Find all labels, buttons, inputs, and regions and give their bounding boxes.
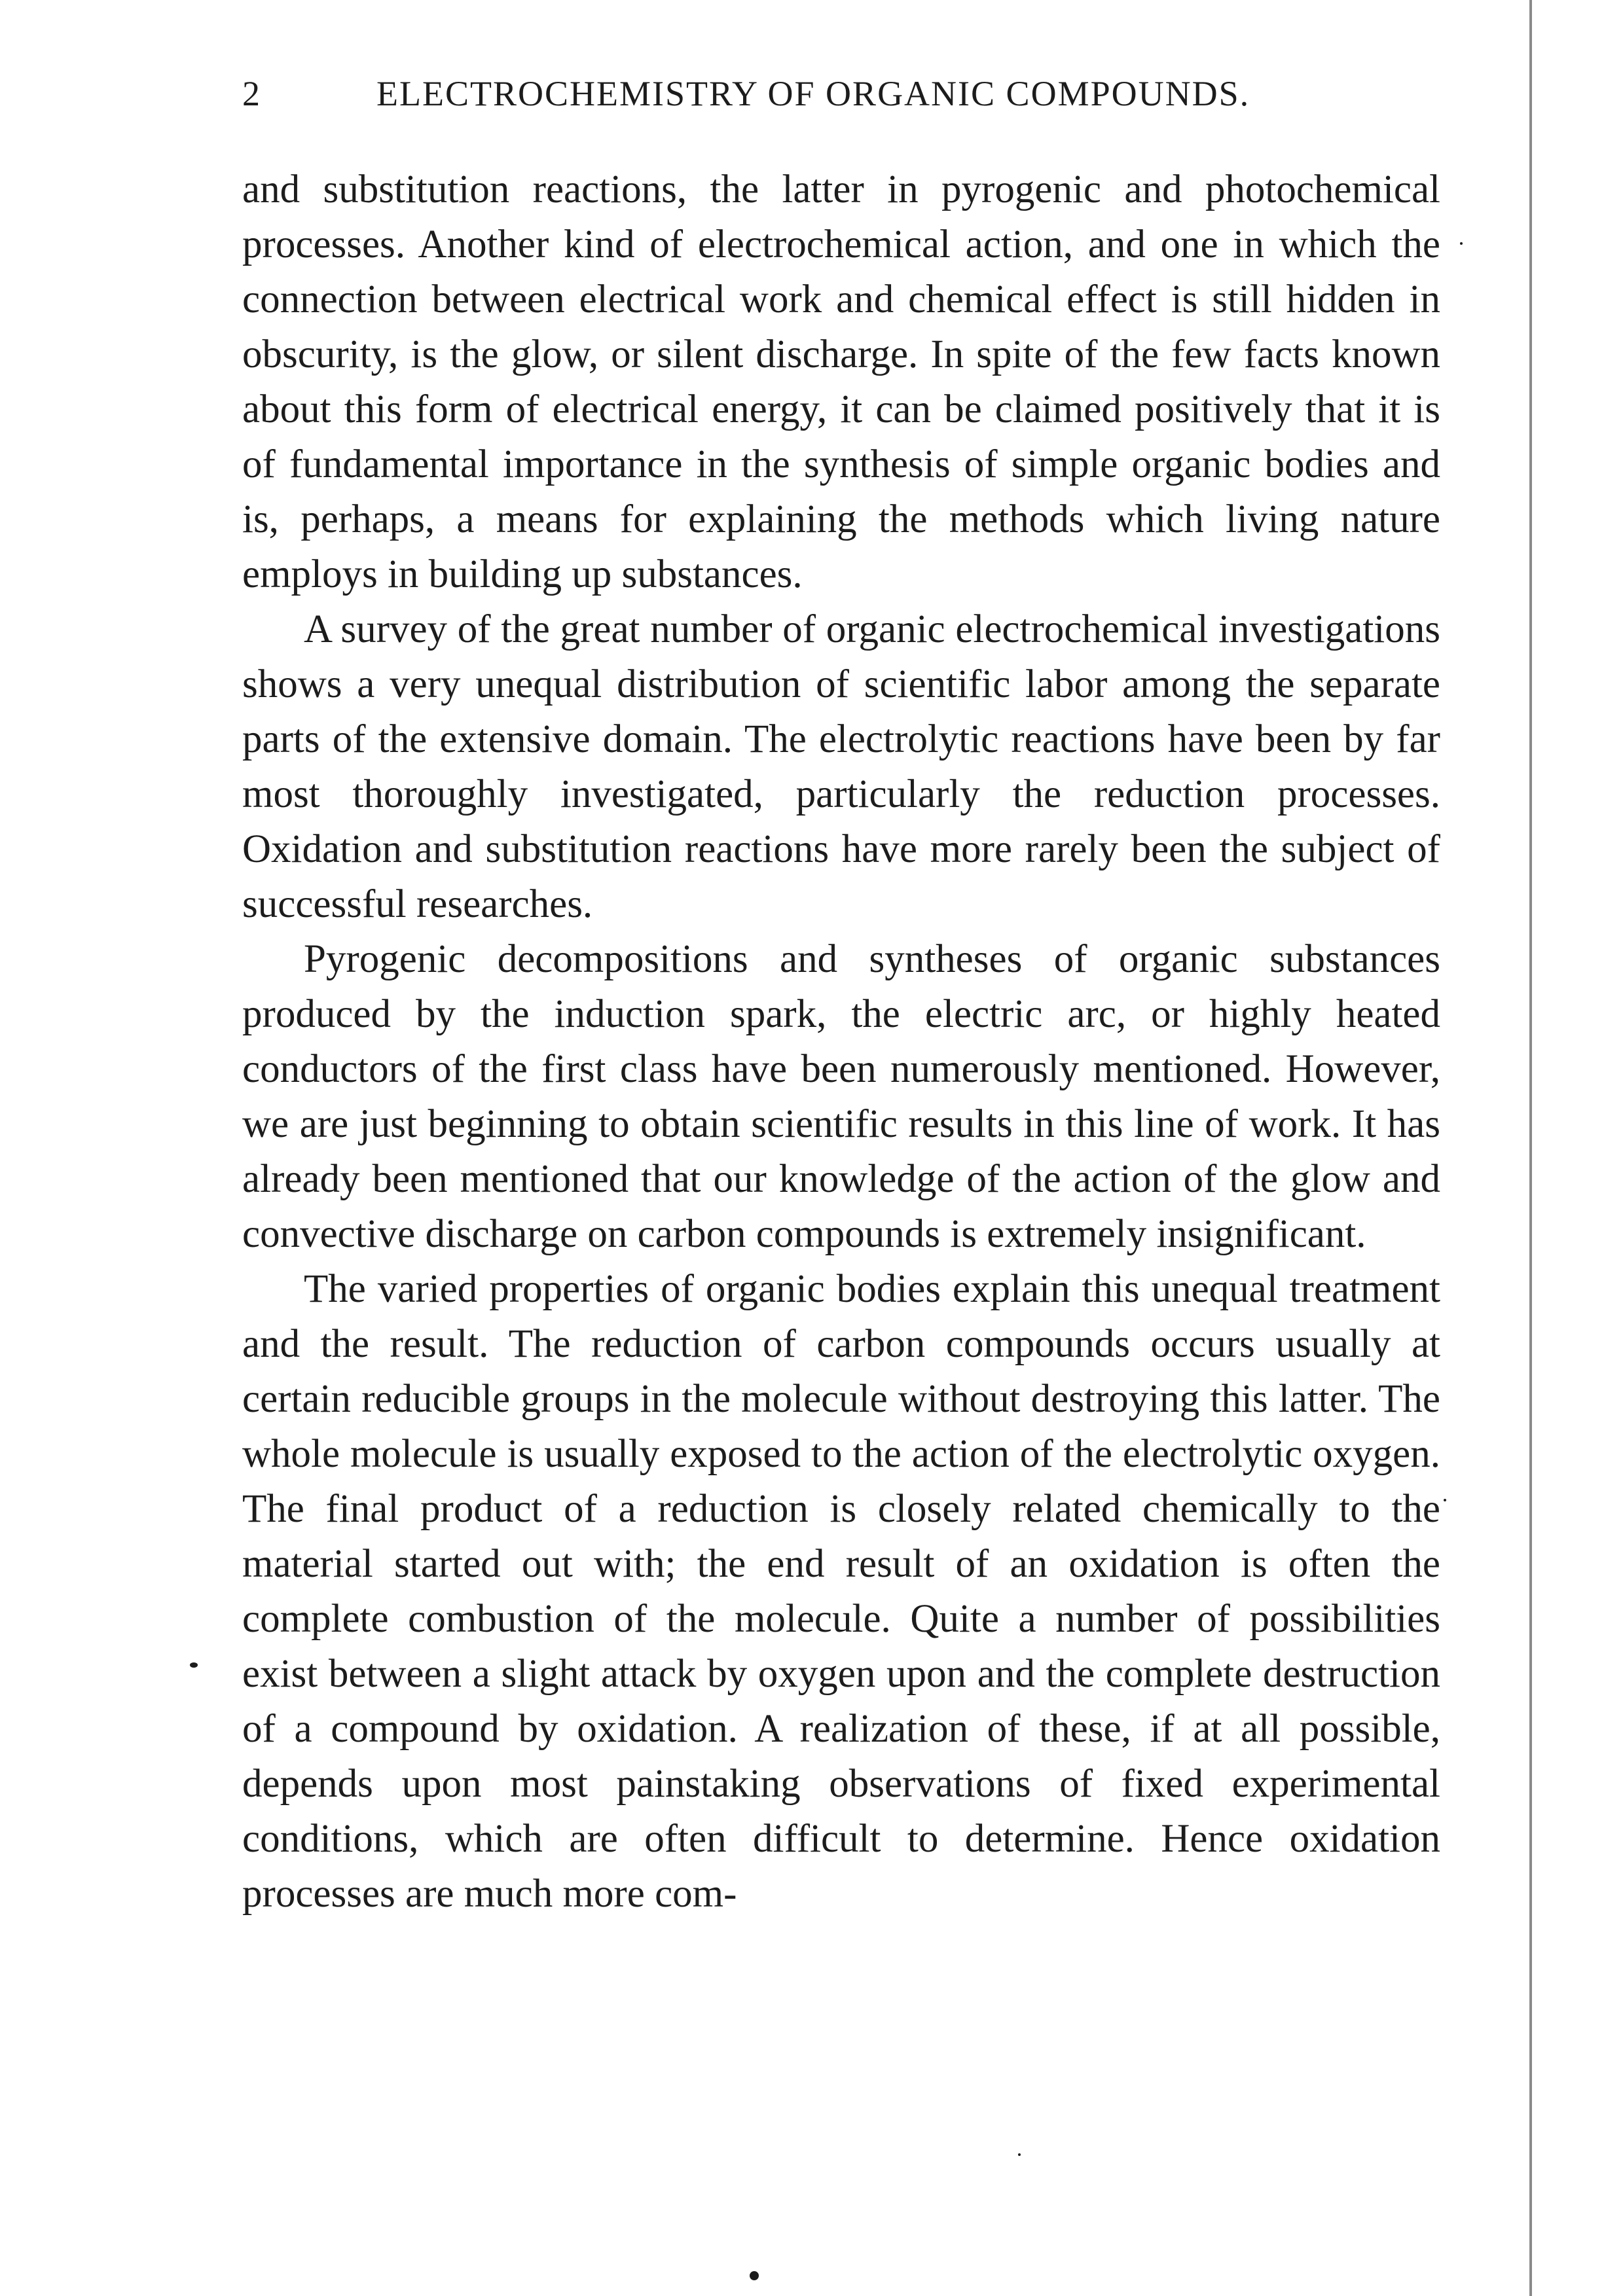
paragraph-3: Pyrogenic decompositions and syntheses of organic substances produced by the induction spark, the electric arc, or highly heated conductors of the first class have been numerously mentioned. However, we are just beginning to obtain scientific results in this line of work. It has already been mentioned that our knowledge of the action of the glow and convective discharge on carbon compounds is extremely insignificant.	[242, 937, 1440, 1256]
ink-speck	[1444, 1499, 1446, 1501]
ink-speck	[1018, 2153, 1021, 2156]
paragraph-1: and substitution reactions, the latter in pyrogenic and photochemical processes. Another kind of electrochemical action, and one in which the connection between electrical work and chemical effect is still hidden in obscurity, is the glow, or silent discharge. In spite of the few facts known about this form of electrical energy, it can be claimed positively that it is of fundamental importance in the synthesis of simple organic bodies and is, perhaps, a means for explaining the methods which living nature employs in building up substances.	[242, 168, 1440, 596]
running-head	[242, 73, 1329, 119]
ink-speck	[1460, 242, 1463, 245]
body-text	[242, 162, 1440, 1922]
ink-dot	[750, 2271, 759, 2280]
margin-mark	[190, 1662, 198, 1668]
page-number: 2	[242, 74, 261, 113]
scan-edge-line	[1529, 0, 1532, 2296]
paragraph-4: The varied properties of organic bodies explain this unequal treatment and the result. The reduction of carbon compounds occurs usually at certain reducible groups in the molecule without destroying this latter. The whole molecule is usually exposed to the action of the electrolytic oxygen. The final product of a reduction is closely related chemically to the material started out with; the end result of an oxidation is often the complete combustion of the molecule. Quite a number of possibilities exist between a slight attack by oxygen upon and the complete destruction of a compound by oxidation. A realization of these, if at all possible, depends upon most painstaking observations of fixed experimental conditions, which are often difficult to determine. Hence oxidation processes are much more com-	[242, 1267, 1440, 1916]
paragraph-2: A survey of the great number of organic electrochemical investigations shows a very unequal distribution of scientific labor among the separate parts of the extensive domain. The electrolytic reactions have been by far most thoroughly investigated, particularly the reduction processes. Oxidation and substitution reactions have more rarely been the subject of successful researches.	[242, 607, 1440, 926]
running-title: ELECTROCHEMISTRY OF ORGANIC COMPOUNDS.	[376, 74, 1250, 113]
